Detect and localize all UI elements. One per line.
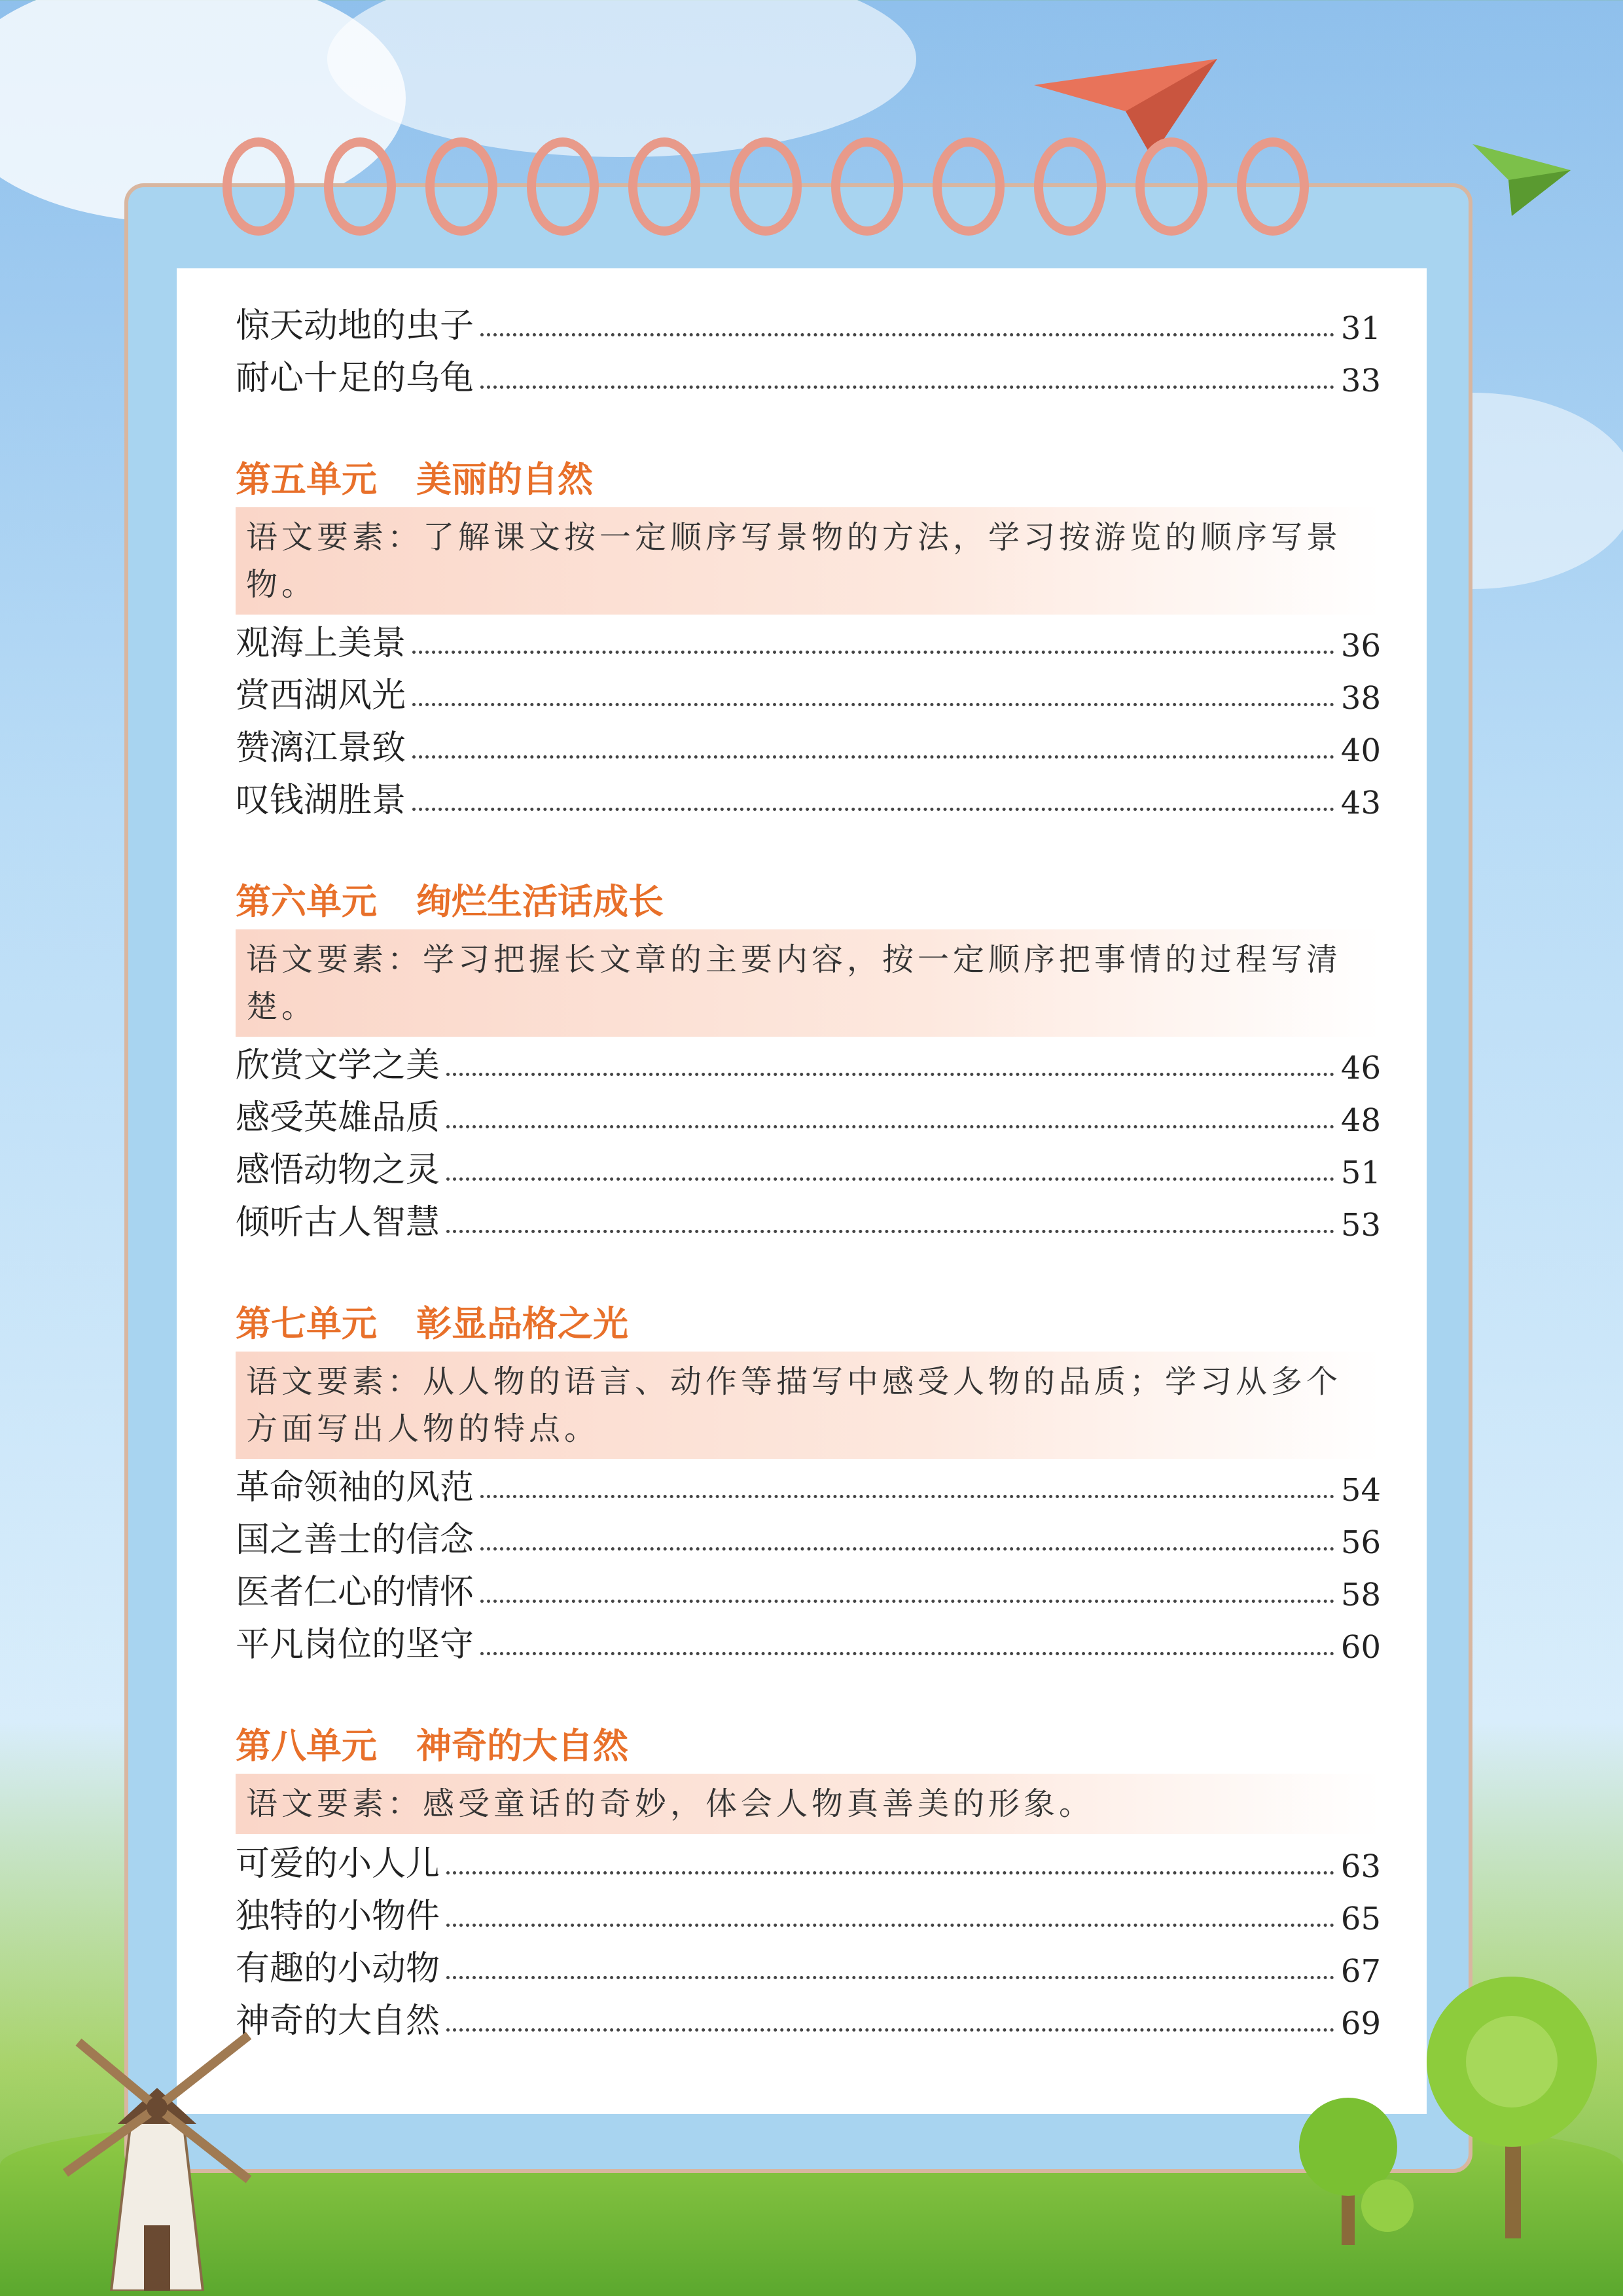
- toc-entry[interactable]: [236, 301, 1381, 347]
- toc-entry[interactable]: [236, 1145, 1381, 1191]
- dot-leader: [480, 386, 1334, 389]
- toc-entry-page: 56: [1340, 1524, 1381, 1561]
- paper-plane-green-icon: [1472, 144, 1571, 216]
- spiral-ring: [628, 137, 700, 236]
- toc-entry-title: 叹钱湖胜景: [236, 781, 406, 820]
- spiral-ring: [223, 137, 294, 236]
- toc-entry-title: 神奇的大自然: [236, 2001, 440, 2041]
- toc-entry-title: 赞漓江景致: [236, 728, 406, 768]
- dot-leader: [446, 1230, 1334, 1233]
- toc-entry[interactable]: [236, 1892, 1381, 1937]
- spiral-ring: [831, 137, 903, 236]
- toc-entry-title: 耐心十足的乌龟: [236, 359, 474, 398]
- toc-page: [177, 268, 1427, 2114]
- toc-entry-page: 58: [1340, 1577, 1381, 1613]
- dot-leader: [446, 1073, 1334, 1076]
- dot-leader: [480, 1652, 1334, 1655]
- toc-entry-title: 医者仁心的情怀: [236, 1573, 474, 1612]
- toc-entry[interactable]: [236, 353, 1381, 399]
- spiral-binding: [223, 137, 1335, 242]
- toc-entry-page: 36: [1340, 628, 1381, 664]
- unit-number: 第八单元: [236, 1725, 377, 1767]
- dot-leader: [412, 703, 1334, 706]
- dot-leader: [480, 1600, 1334, 1603]
- toc-entry-title: 欣赏文学之美: [236, 1046, 440, 1085]
- cloud: [327, 0, 916, 157]
- toc-entry-title: 惊天动地的虫子: [236, 306, 474, 346]
- toc-entry-page: 60: [1340, 1629, 1381, 1666]
- toc-entry[interactable]: [236, 1839, 1381, 1885]
- toc-entry-page: 40: [1340, 732, 1381, 769]
- unit-number: 第七单元: [236, 1302, 377, 1344]
- toc-entry[interactable]: [236, 723, 1381, 769]
- windmill-icon: [39, 2016, 275, 2291]
- toc-entry-title: 感悟动物之灵: [236, 1151, 440, 1190]
- toc-entry[interactable]: [236, 1944, 1381, 1990]
- toc-entry[interactable]: [236, 1198, 1381, 1244]
- toc-entry-title: 独特的小物件: [236, 1897, 440, 1936]
- unit-heading: [236, 1718, 628, 1768]
- toc-entry-page: 46: [1340, 1050, 1381, 1086]
- spiral-ring: [324, 137, 396, 236]
- dot-leader: [446, 1177, 1334, 1181]
- spiral-ring: [933, 137, 1005, 236]
- spiral-ring: [1237, 137, 1309, 236]
- spiral-ring: [730, 137, 802, 236]
- dot-leader: [412, 651, 1334, 654]
- unit-number: 第五单元: [236, 458, 377, 500]
- dot-leader: [412, 755, 1334, 759]
- toc-entry-page: 67: [1340, 1953, 1381, 1990]
- toc-entry[interactable]: [236, 1093, 1381, 1139]
- spiral-ring: [1034, 137, 1106, 236]
- toc-entry[interactable]: [236, 1568, 1381, 1613]
- spiral-ring: [527, 137, 599, 236]
- unit-name: 美丽的自然: [416, 458, 593, 500]
- unit-requirement: 语文要素：学习把握长文章的主要内容，按一定顺序把事情的过程写清楚。: [236, 929, 1381, 1037]
- unit-heading: [236, 874, 664, 924]
- unit-requirement: 语文要素：从人物的语言、动作等描写中感受人物的品质；学习从多个方面写出人物的特点。: [236, 1352, 1381, 1459]
- toc-entry-page: 69: [1340, 2005, 1381, 2042]
- spiral-ring: [425, 137, 497, 236]
- trees-icon: [1283, 1950, 1610, 2251]
- toc-entry[interactable]: [236, 1620, 1381, 1666]
- unit-heading: [236, 1296, 628, 1346]
- dot-leader: [480, 333, 1334, 336]
- unit-name: 彰显品格之光: [416, 1302, 628, 1344]
- toc-entry-title: 国之善士的信念: [236, 1520, 474, 1560]
- toc-entry[interactable]: [236, 776, 1381, 821]
- toc-entry-page: 63: [1340, 1848, 1381, 1885]
- toc-entry-title: 有趣的小动物: [236, 1949, 440, 1988]
- toc-entry[interactable]: [236, 671, 1381, 717]
- toc-entry[interactable]: [236, 619, 1381, 664]
- dot-leader: [480, 1547, 1334, 1551]
- toc-entry-page: 33: [1340, 363, 1381, 399]
- dot-leader: [446, 1976, 1334, 1979]
- toc-entry-page: 53: [1340, 1207, 1381, 1244]
- toc-entry[interactable]: [236, 1515, 1381, 1561]
- toc-entry-title: 赏西湖风光: [236, 676, 406, 715]
- dot-leader: [446, 2028, 1334, 2032]
- toc-entry-title: 感受英雄品质: [236, 1098, 440, 1138]
- dot-leader: [446, 1871, 1334, 1874]
- spiral-ring: [1135, 137, 1207, 236]
- unit-requirement: 语文要素：了解课文按一定顺序写景物的方法，学习按游览的顺序写景物。: [236, 507, 1381, 615]
- dot-leader: [446, 1125, 1334, 1128]
- toc-entry-page: 48: [1340, 1102, 1381, 1139]
- toc-entry-title: 可爱的小人儿: [236, 1844, 440, 1884]
- toc-entry-page: 43: [1340, 785, 1381, 821]
- toc-entry-title: 观海上美景: [236, 624, 406, 663]
- dot-leader: [446, 1924, 1334, 1927]
- toc-entry-page: 54: [1340, 1472, 1381, 1509]
- toc-entry-page: 65: [1340, 1901, 1381, 1937]
- toc-entry-title: 倾听古人智慧: [236, 1203, 440, 1242]
- toc-entry-title: 革命领袖的风范: [236, 1468, 474, 1507]
- unit-requirement: 语文要素：感受童话的奇妙，体会人物真善美的形象。: [236, 1774, 1381, 1834]
- dot-leader: [480, 1495, 1334, 1498]
- toc-entry-page: 38: [1340, 680, 1381, 717]
- unit-number: 第六单元: [236, 880, 377, 922]
- toc-entry[interactable]: [236, 1041, 1381, 1086]
- toc-entry[interactable]: [236, 1463, 1381, 1509]
- unit-heading: [236, 452, 593, 502]
- unit-name: 绚烂生活话成长: [416, 880, 664, 922]
- toc-entry-title: 平凡岗位的坚守: [236, 1625, 474, 1664]
- unit-name: 神奇的大自然: [416, 1725, 628, 1767]
- dot-leader: [412, 808, 1334, 811]
- toc-entry-page: 51: [1340, 1155, 1381, 1191]
- toc-entry[interactable]: [236, 1996, 1381, 2042]
- toc-entry-page: 31: [1340, 310, 1381, 347]
